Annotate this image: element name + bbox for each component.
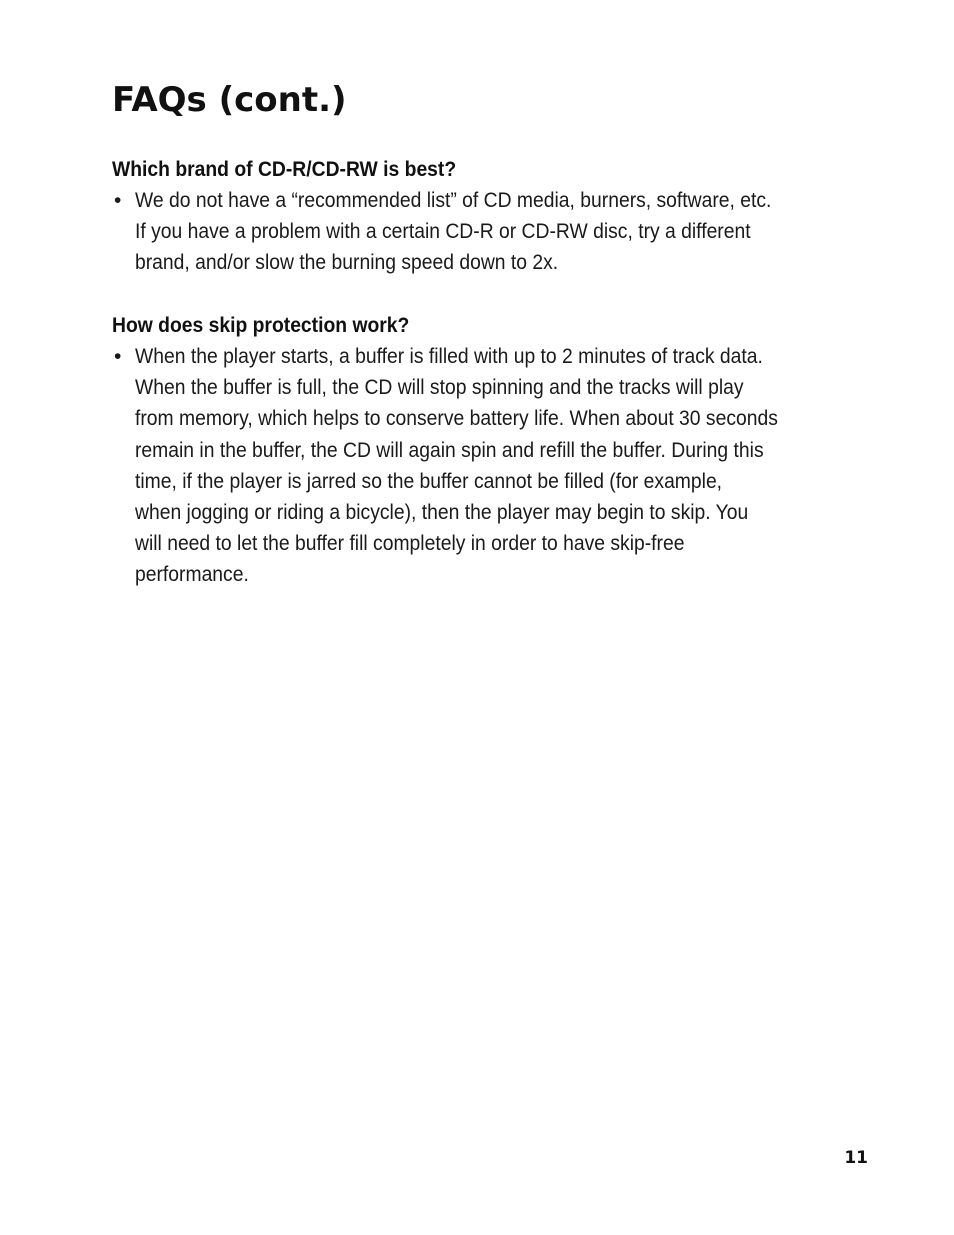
- answer-line: will need to let the buffer fill completely in order to have skip-free: [135, 532, 685, 556]
- answer-line: time, if the player is jarred so the buffer cannot be filled (for example,: [135, 469, 723, 493]
- answer-line: When the buffer is full, the CD will stop spinning and the tracks will play: [135, 376, 744, 400]
- answer-line: We do not have a “recommended list” of CD media, burners, software, etc.: [135, 189, 772, 212]
- answer-line: remain in the buffer, the CD will again spin and refill the buffer. During this: [135, 438, 764, 462]
- faq-item-skip-protection: [112, 310, 872, 591]
- bullet-icon: •: [114, 189, 122, 212]
- page-number: 11: [844, 1148, 868, 1168]
- bullet-icon: •: [114, 345, 122, 368]
- faq-answer: [112, 185, 872, 279]
- answer-line: when jogging or riding a bicycle), then the player may begin to skip. You: [135, 501, 749, 525]
- answer-line: When the player starts, a buffer is filled with up to 2 minutes of track data.: [135, 345, 763, 368]
- faq-item-cd-brand: [112, 154, 872, 279]
- answer-line: performance.: [135, 563, 249, 587]
- faq-question: How does skip protection work?: [112, 314, 410, 337]
- page-title: FAQs (cont.): [112, 80, 347, 120]
- faq-question: Which brand of CD-R/CD-RW is best?: [112, 158, 457, 181]
- answer-line: from memory, which helps to conserve battery life. When about 30 seconds: [135, 407, 778, 431]
- answer-line: If you have a problem with a certain CD-R or CD-RW disc, try a different: [135, 220, 751, 244]
- answer-line: brand, and/or slow the burning speed down to 2x.: [135, 251, 559, 275]
- faq-answer: [112, 341, 872, 591]
